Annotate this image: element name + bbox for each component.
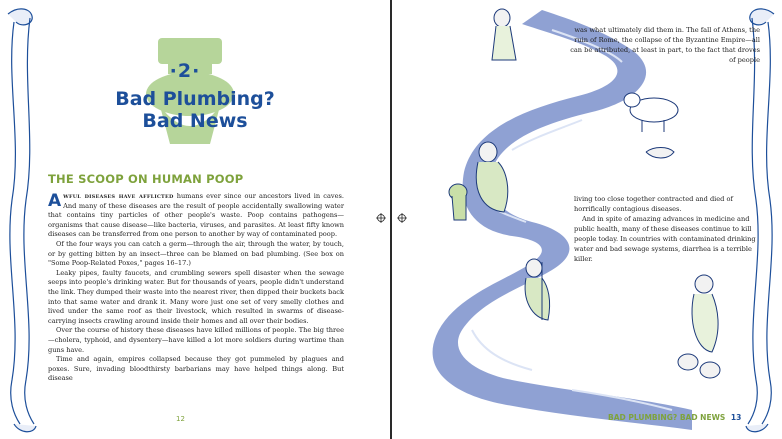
right-paragraph-2: And in spite of amazing advances in medicine and public health, many of these diseases continue to kill people today. In countries with contaminated drinking water and bad sewage systems, diarrhea is a terrible killer. xyxy=(574,215,756,263)
paragraph-2: Of the four ways you can catch a germ—through the air, through the water, by touch, or by getting bitten by an insect—three can be blamed on bad plumbing. (See box on "Some Poop-Related Poxes," pages 16–17.) xyxy=(48,239,344,268)
chapter-number: ·2· xyxy=(169,60,201,82)
chapter-title xyxy=(60,88,330,132)
scroll-border-left-icon xyxy=(0,0,40,439)
left-page xyxy=(0,0,390,439)
paragraph-1-rest: humans ever since our ancestors lived in caves. And many of these diseases are the result of people accidentally swallowing water that contains tiny particles of other people's waste. Poop contains pathogens—organisms that cause disease—like bacteria, viruses, and parasites. At least fifty known diseases can be transferred from one person to another by way of contaminated poop. xyxy=(48,192,344,239)
page-number-left: 12 xyxy=(176,415,185,423)
lead-in: wful diseases have afflicted xyxy=(63,192,174,200)
right-page xyxy=(392,0,782,439)
page-number-right: 13 xyxy=(730,413,742,422)
chapter-title-line-2: Bad News xyxy=(142,110,248,132)
paragraph-5: Time and again, empires collapsed because they got pummeled by plagues and poxes. Sure, invading bloodthirsty barbarians may have helped things along. But disease xyxy=(48,355,344,383)
paragraph-3: Leaky pipes, faulty faucets, and crumbling sewers spell disaster when the sewage seeps into people's drinking water. But for thousands of years, people didn't understand the link. They dumped their waste into the nearest river, then dipped their buckets back into that same water and drank it. Many wore just one set of very smelly clothes and lived under the same roof as their livestock, which resulted in swarms of disease-carrying insects crawling around inside their homes and all over their bodies. xyxy=(48,268,344,325)
right-footer xyxy=(608,413,741,422)
running-head: BAD PLUMBING? BAD NEWS xyxy=(608,413,726,422)
right-paragraph-1: living too close together contracted and died of horrifically contagious diseases. xyxy=(574,195,733,213)
drop-cap: A xyxy=(48,191,62,211)
registration-mark-icon xyxy=(376,213,386,223)
paragraph-1 xyxy=(48,192,344,240)
right-top-text: was what ultimately did them in. The fall of Athens, the ruin of Rome, the collapse of the Byzantine Empire—all can be attributed, at least in part, to the fact that droves of people xyxy=(570,26,760,64)
paragraph-4: Over the course of history these diseases have killed millions of people. The big three—cholera, typhoid, and dysentery—have killed a lot more soldiers during wartime than guns have. xyxy=(48,326,344,354)
section-heading: THE SCOOP ON HUMAN POOP xyxy=(48,172,244,186)
chapter-title-line-1: Bad Plumbing? xyxy=(115,88,275,110)
right-mid-text xyxy=(574,194,762,264)
left-body-text xyxy=(48,192,344,384)
